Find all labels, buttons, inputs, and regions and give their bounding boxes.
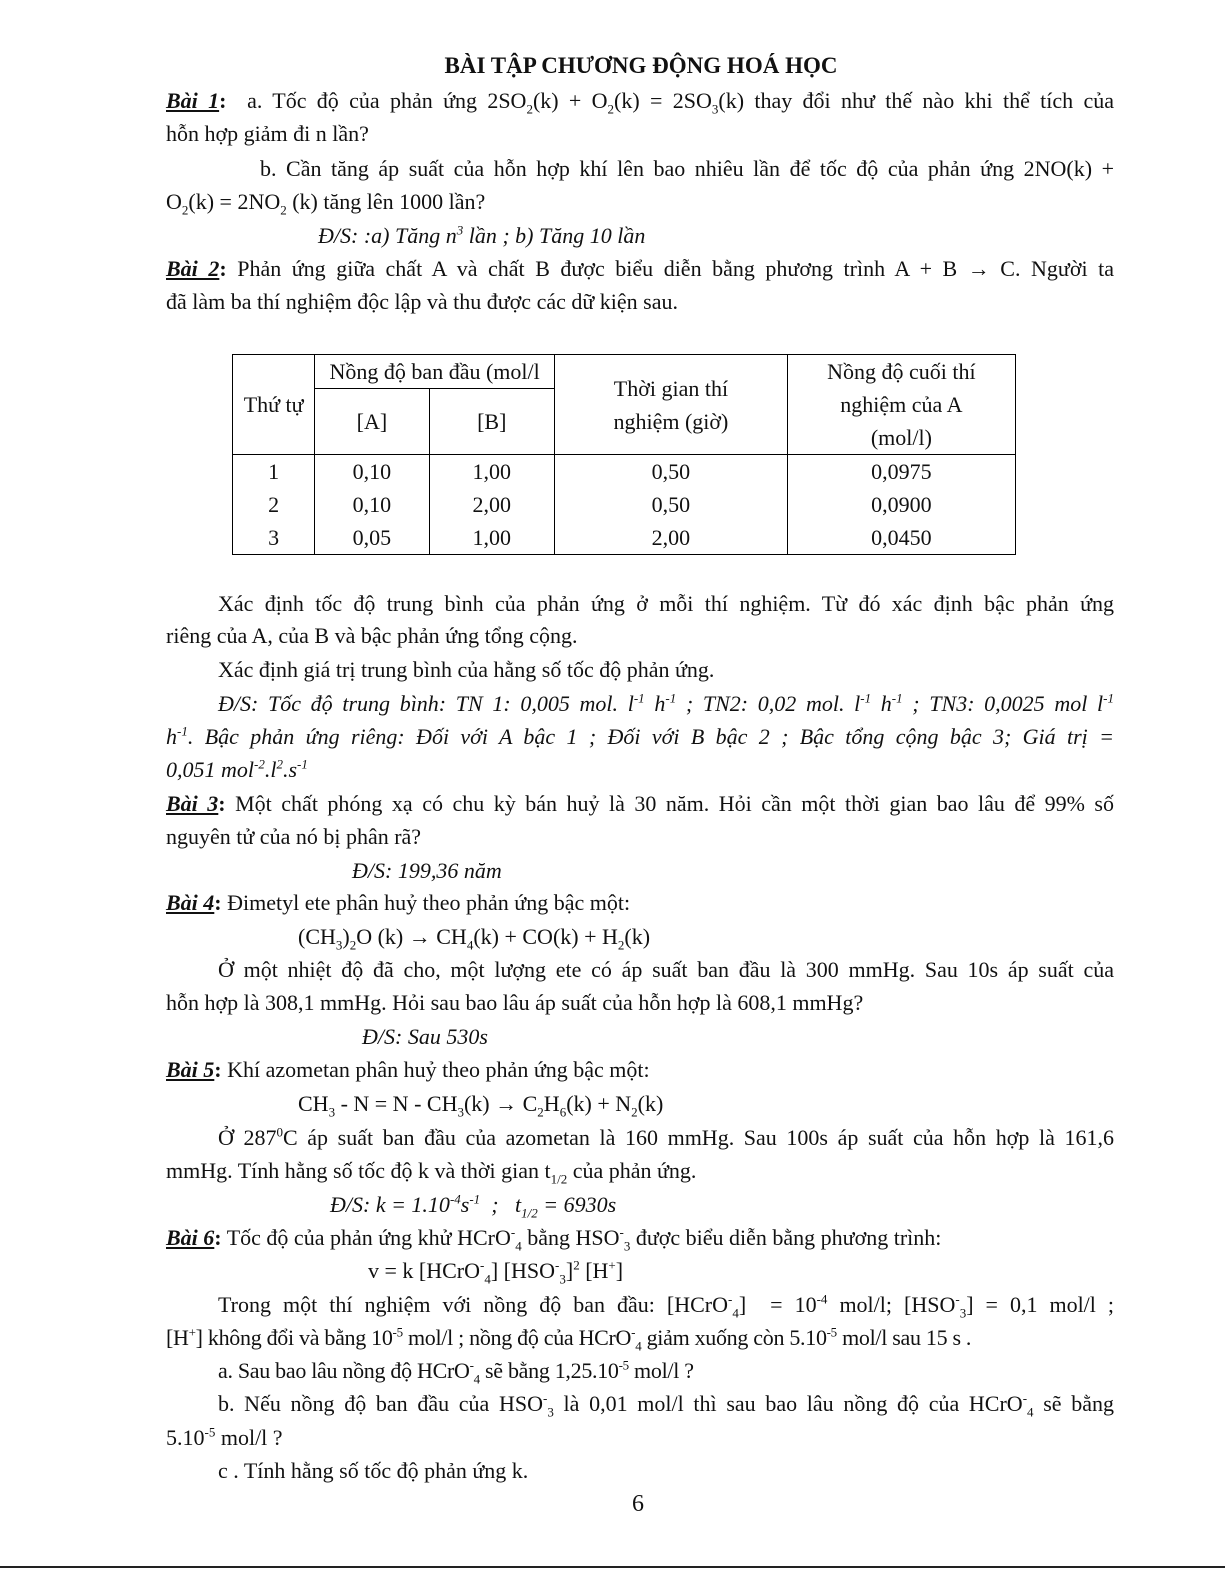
bai4-text1: Ở một nhiệt độ đã cho, một lượng ete có áp suất ban đầu là 300 mmHg. Sau 10s áp suất của [218, 957, 1114, 982]
bai4-text2: hỗn hợp là 308,1 mmHg. Hỏi sau bao lâu áp suất của hỗn hợp là 608,1 mmHg? [166, 990, 864, 1015]
bai2-q2: Xác định giá trị trung bình của hằng số tốc độ phản ứng. [218, 657, 715, 682]
bai5-text2: mmHg. Tính hằng số tốc độ k và thời gian $t_{1/2}$ của phản ứng. [166, 1158, 697, 1187]
bai2-line2: đã làm ba thí nghiệm độc lập và thu được các dữ kiện sau. [166, 289, 678, 314]
bai3-answer: Đ/S: 199,36 năm [352, 858, 502, 883]
table-row: 1 0,10 1,00 0,50 0,0975 [233, 455, 1016, 489]
bai2-ans-line3: 0,051 $mol^{-2}.l^2.s^{-1}$ [166, 756, 308, 782]
bai5-line1: Bài 5: Khí azometan phân huỷ theo phản ứng bậc một: [166, 1057, 650, 1082]
experiment-table [232, 354, 1016, 555]
page-title: BÀI TẬP CHƯƠNG ĐỘNG HOÁ HỌC [444, 53, 838, 78]
bai2-line1: Bài 2: Phản ứng giữa chất A và chất B được biểu diễn bằng phương trình A + B → C. Người ta [166, 256, 1114, 281]
bai1-line1: Bài 1: a. Tốc độ của phản ứng $2SO_2(k) + O_2(k) = 2SO_3(k)$ thay đổi như thế nào khi thể tích của [166, 88, 1114, 117]
bai2-ans-line2: $h^{-1}$. Bậc phản ứng riêng: Đối với A bậc 1 ; Đối với B bậc 2 ; Bậc tổng cộng bậc 3; Giá trị = [166, 723, 1114, 749]
header-order: Thứ tự [233, 355, 315, 455]
header-time: Thời gian thí nghiệm (giờ) [555, 355, 788, 455]
bai6-qc: c . Tính hằng số tốc độ phản ứng k. [218, 1458, 529, 1483]
bai6-qa: a. Sau bao lâu nồng độ HCrO-$_4$ sẽ bằng $1,25.10^{-5}$ mol/l ? [218, 1357, 694, 1387]
bai4-answer: Đ/S: Sau 530s [362, 1024, 488, 1049]
bai3-line2: nguyên tử của nó bị phân rã? [166, 824, 422, 849]
footer-divider [0, 1566, 1225, 1568]
bai6-qb-line2: $5.10^{-5}$ mol/l ? [166, 1424, 283, 1450]
bai6-equation: v = k [HCrO-$_4$] $[HSO^-_3]^2$ [H+] [368, 1257, 624, 1287]
table-row: 3 0,05 1,00 2,00 0,0450 [233, 521, 1016, 555]
bai4-line1: Bài 4: Đimetyl ete phân huỷ theo phản ứng bậc một: [166, 890, 631, 915]
bai2-q1-line2: riêng của A, của B và bậc phản ứng tổng cộng. [166, 623, 578, 648]
header-B: [B] [429, 389, 555, 455]
bai5-equation: $CH_3 - N = N - CH_3(k) \to C_2H_6(k) + N_2(k)$ [298, 1091, 664, 1120]
bai2-q1-line1: Xác định tốc độ trung bình của phản ứng ở mỗi thí nghiệm. Từ đó xác định bậc phản ứng [218, 591, 1114, 616]
bai1-b-line2: $O_2(k) = 2NO_2$ (k) tăng lên 1000 lần? [166, 189, 486, 218]
bai5-answer: Đ/S: $k = 1.10^{-4}s^{-1}$ ; $t_{1/2} = 6930s$ [330, 1191, 617, 1221]
bai6-text1: Trong một thí nghiệm với nồng độ ban đầu: [HCrO-$_4$] = $10^{-4}$ mol/l; $[HSO^-_3] = 0,1$ mol/l ; [218, 1291, 1115, 1321]
bai6-qb-line1: b. Nếu nồng độ ban đầu của $HSO^-_3$ là 0,01 mol/l thì sau bao lâu nồng độ của HCrO-$_4$ sẽ bằng [218, 1390, 1115, 1420]
bai6-line1: Bài 6: Tốc độ của phản ứng khử HCrO-$_4$ bằng $HSO^-_3$ được biểu diễn bằng phương trình: [166, 1224, 942, 1254]
bai1-b-line1: b. Cần tăng áp suất của hỗn hợp khí lên bao nhiêu lần để tốc độ của phản ứng 2NO(k) + [260, 156, 1114, 181]
header-A: [A] [315, 389, 429, 455]
table-row: 2 0,10 2,00 0,50 0,0900 [233, 488, 1016, 521]
bai1-answer: Đ/S: :a) Tăng $n^3$ lần ; b) Tăng 10 lần [318, 222, 646, 248]
header-conc: Nồng độ ban đầu (mol/l [315, 355, 555, 389]
bai6-text2: [H+] không đổi và bằng $10^{-5}$ mol/l ; nồng độ của HCrO-$_4$ giảm xuống còn $5.10^{-5}$ mol/l sau 15 s . [166, 1324, 972, 1354]
header-final: Nồng độ cuối thí nghiệm của A (mol/l) [787, 355, 1015, 455]
page-number: 6 [632, 1491, 644, 1517]
bai3-line1: Bài 3: Một chất phóng xạ có chu kỳ bán huỷ là 30 năm. Hỏi cần một thời gian bao lâu để 99% số [166, 791, 1114, 816]
bai1-line2: hỗn hợp giảm đi n lần? [166, 121, 369, 146]
bai5-text1: Ở $287^0C$ áp suất ban đầu của azometan là 160 mmHg. Sau 100s áp suất của hỗn hợp là 161,6 [218, 1124, 1114, 1150]
bai4-equation: $(CH_3)_2O$ $(k) \to CH_4(k) + CO(k) + H_2(k)$ [298, 924, 651, 953]
bai2-ans-line1: Đ/S: Tốc độ trung bình: TN 1: 0,005 mol. $l^{-1}$ $h^{-1}$ ; TN2: 0,02 mol. $l^{-1}$ $h^{-1}$ ; TN3: 0,0025 mol $l^{-1}$ [218, 690, 1114, 716]
